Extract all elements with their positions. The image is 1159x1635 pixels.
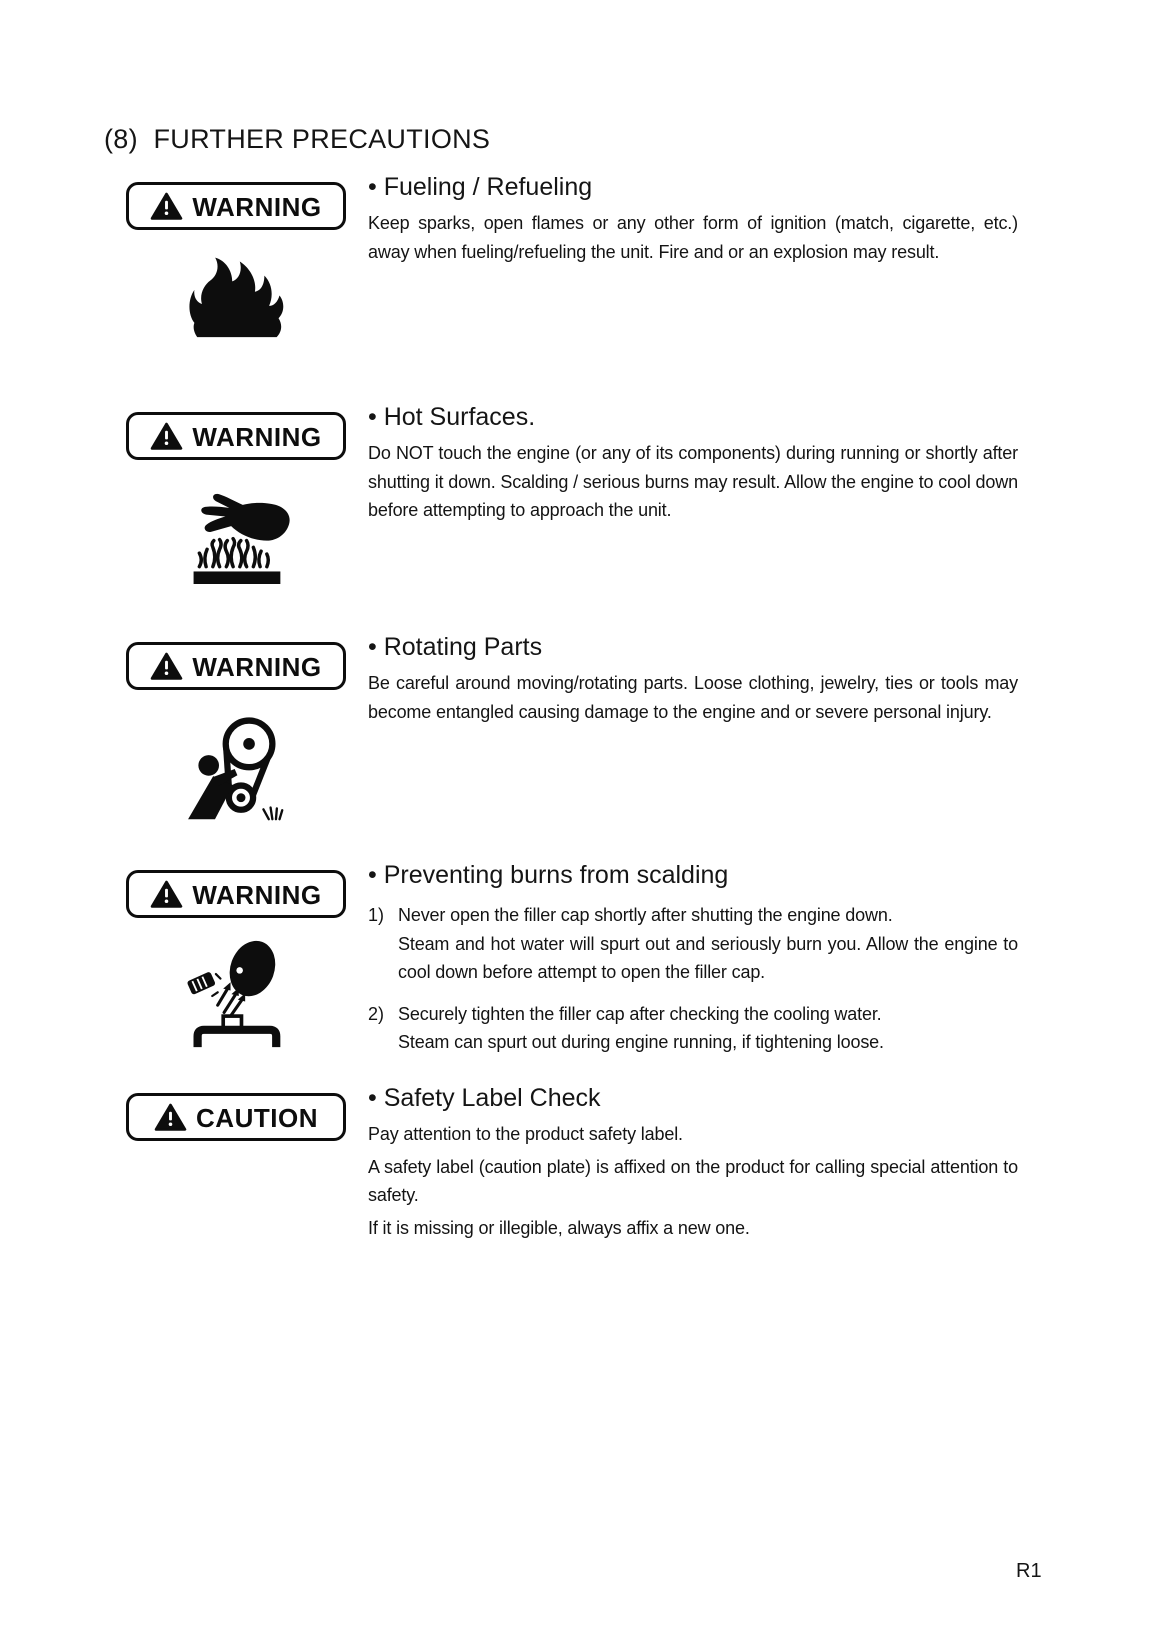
caution-badge <box>126 1093 346 1141</box>
warning-column <box>104 860 368 1070</box>
list-item <box>368 901 1018 987</box>
text-column <box>368 402 1018 584</box>
warning-column <box>104 632 368 821</box>
paragraph-safety-label: If it is missing or illegible, always affix a new one. <box>368 1217 750 1238</box>
scalding-icon <box>181 932 291 1049</box>
heading-preventing-burns: • Preventing burns from scalding <box>368 861 729 889</box>
list-item-line: Steam and hot water will spurt out and seriously burn you. Allow the engine to cool down before attempt to open the filler cap. <box>398 933 1018 982</box>
warning-badge-label: WARNING <box>192 421 322 452</box>
warning-triangle-icon <box>150 652 183 681</box>
section-preventing-burns <box>104 860 1052 1070</box>
warning-badge-label: WARNING <box>192 191 322 222</box>
warning-column <box>104 172 368 339</box>
heading-fueling-refueling: • Fueling / Refueling <box>368 173 593 201</box>
page-title: (8) FURTHER PRECAUTIONS <box>104 124 491 154</box>
section-fueling-refueling <box>104 172 1052 339</box>
list-item <box>368 1000 1018 1057</box>
flame-icon <box>184 252 288 339</box>
list-item-number: 2) <box>368 1003 385 1024</box>
heading-hot-surfaces: • Hot Surfaces. <box>368 403 536 431</box>
list-item-number: 1) <box>368 905 385 925</box>
warning-column <box>104 402 368 584</box>
warning-triangle-icon <box>150 192 183 221</box>
text-column <box>368 1083 1018 1246</box>
caution-badge-label: CAUTION <box>196 1102 318 1133</box>
warning-badge <box>126 412 346 460</box>
section-rotating-parts <box>104 632 1052 821</box>
list-item-line: Steam can spurt out during engine running, if tightening loose. <box>398 1032 884 1052</box>
warning-badge <box>126 870 346 918</box>
paragraph-rotating-parts: Be careful around moving/rotating parts. Loose clothing, jewelry, ties or tools may become entangled causing damage to the engine and or severe personal injury. <box>368 673 1018 722</box>
warning-triangle-icon <box>154 1103 187 1132</box>
rotating-parts-icon <box>186 708 287 821</box>
paragraph-safety-label: A safety label (caution plate) is affixed on the product for calling special attention to safety. <box>368 1156 1018 1205</box>
paragraph-safety-label: Pay attention to the product safety label. <box>368 1124 683 1144</box>
list-item-text <box>398 1000 1018 1057</box>
text-column <box>368 172 1018 339</box>
list-item-text <box>398 901 1018 987</box>
list-item-line: Securely tighten the filler cap after checking the cooling water. <box>398 1003 882 1024</box>
warning-triangle-icon <box>150 880 183 909</box>
warning-column <box>104 1083 368 1246</box>
numbered-list <box>368 901 1018 1057</box>
heading-rotating-parts: • Rotating Parts <box>368 633 543 661</box>
list-item-line: Never open the filler cap shortly after shutting the engine down. <box>398 905 893 925</box>
section-hot-surfaces <box>104 402 1052 584</box>
text-column <box>368 860 1018 1070</box>
section-safety-label-check <box>104 1083 1052 1246</box>
page-number: R1 <box>1016 1560 1042 1582</box>
heading-safety-label-check: • Safety Label Check <box>368 1084 601 1112</box>
paragraph-hot-surfaces: Do NOT touch the engine (or any of its components) during running or shortly after shutting it down. Scalding / serious burns may result. Allow the engine to cool down before attempting to approach the unit. <box>368 443 1018 520</box>
text-column <box>368 632 1018 821</box>
hot-surface-icon <box>178 476 294 584</box>
warning-badge-label: WARNING <box>192 879 322 910</box>
warning-triangle-icon <box>150 422 183 451</box>
warning-badge <box>126 642 346 690</box>
warning-badge-label: WARNING <box>192 651 322 682</box>
warning-badge <box>126 182 346 230</box>
paragraph-fueling: Keep sparks, open flames or any other form of ignition (match, cigarette, etc.) away when fueling/refueling the unit. Fire and or an explosion may result. <box>368 213 1018 262</box>
